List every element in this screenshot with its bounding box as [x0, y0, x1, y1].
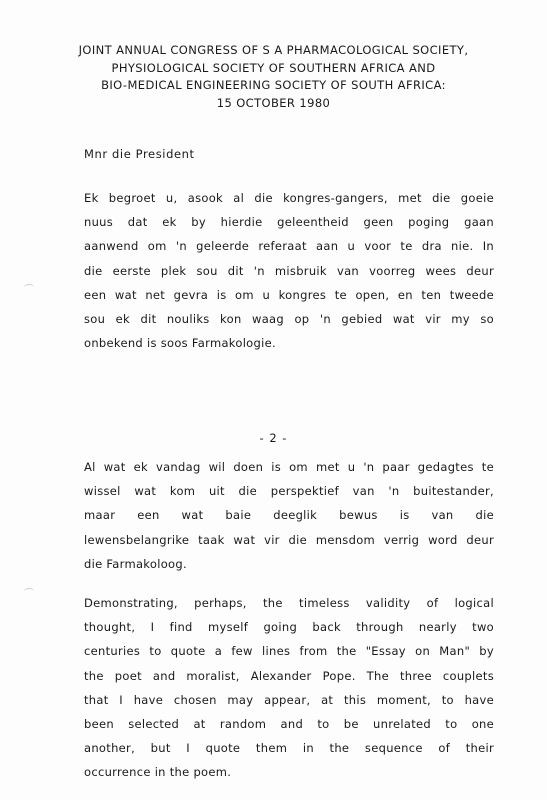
paragraph-afrikaans-continued: [84, 455, 494, 576]
text-line: Al wat ek vandag wil doen is om met u 'n paar gedagtes te: [84, 460, 494, 474]
paragraph-afrikaans-opening: [84, 186, 494, 355]
text-line: sou ek dit nouliks kon waag op 'n gebied wat vir my so: [84, 311, 494, 326]
heading-date: 15 OCTOBER 1980: [216, 95, 331, 110]
text-line: thought, I find myself going back through nearly two: [84, 620, 494, 635]
text-line: occurrence in the poem.: [84, 765, 232, 780]
text-line: die Farmakoloog.: [84, 556, 187, 571]
congress-heading: [0, 42, 547, 112]
text-line: been selected at random and to be unrelated to one: [84, 716, 494, 731]
text-line: another, but I quote them in the sequence of their: [84, 741, 494, 756]
text-line: onbekend is soos Farmakologie.: [84, 336, 276, 351]
text-line: wissel wat kom uit die perspektief van 'n buitestander,: [84, 484, 494, 499]
salutation: Mnr die President: [84, 147, 195, 161]
scan-margin-mark: [24, 284, 34, 291]
text-line: centuries to quote a few lines from the "Essay on Man" by: [84, 644, 494, 659]
text-line: the poet and moralist, Alexander Pope. The three couplets: [84, 668, 494, 683]
text-line: lewensbelangrike taak wat vir die mensdom verrig word deur: [84, 532, 494, 547]
heading-line: BIO-MEDICAL ENGINEERING SOCIETY OF SOUTH AFRICA:: [101, 78, 446, 92]
page-number: - 2 -: [259, 431, 288, 445]
text-line: aanwend om 'n geleerde referaat aan u voor te dra nie. In: [84, 239, 494, 254]
text-line: die eerste plek sou dit 'n misbruik van voorreg wees deur: [84, 263, 494, 278]
heading-line: JOINT ANNUAL CONGRESS OF S A PHARMACOLOGICAL SOCIETY,: [78, 43, 469, 57]
text-line: nuus dat ek by hierdie geleentheid geen poging gaan: [84, 215, 494, 230]
text-line: Ek begroet u, asook al die kongres-gangers, met die goeie: [84, 191, 494, 205]
text-line: een wat net gevra is om u kongres te open, en ten tweede: [84, 287, 494, 302]
text-line: that I have chosen may appear, at this moment, to have: [84, 692, 494, 707]
text-line: maar een wat baie deeglik bewus is van die: [84, 508, 494, 523]
heading-line: PHYSIOLOGICAL SOCIETY OF SOUTHERN AFRICA AND: [111, 60, 436, 75]
paragraph-english-pope: [84, 591, 494, 785]
scan-margin-mark: [24, 588, 34, 595]
text-line: Demonstrating, perhaps, the timeless validity of logical: [84, 596, 494, 610]
